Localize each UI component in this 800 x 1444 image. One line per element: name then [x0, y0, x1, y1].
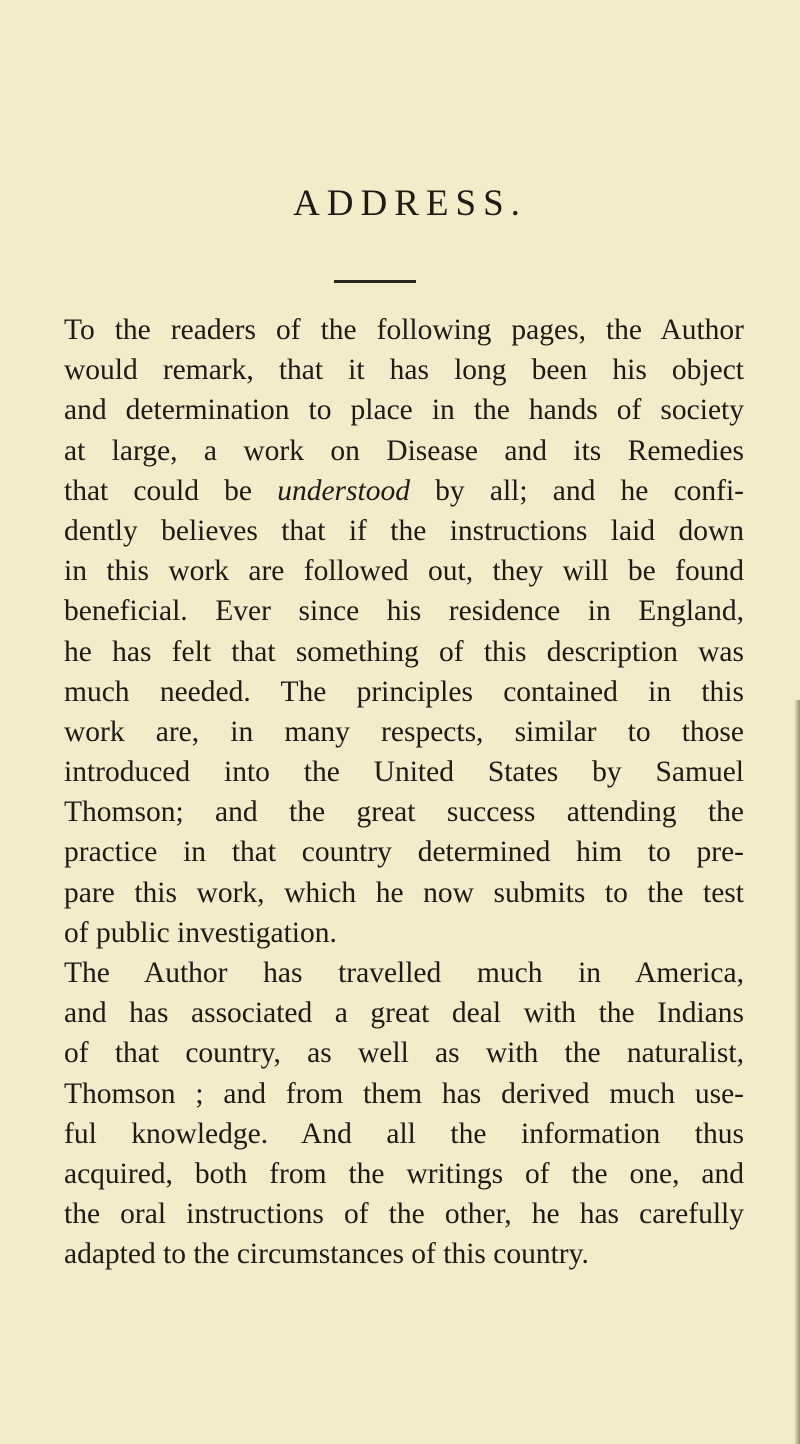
heading-rule [334, 280, 416, 283]
text-line: and determination to place in the hands of society [64, 394, 744, 427]
italic-word: understood [277, 474, 410, 507]
text-run: by all; and he confi- [409, 474, 745, 507]
text-line: the oral instructions of the other, he has carefully [64, 1198, 744, 1231]
text-line: Thomson; and the great success attending the [64, 796, 744, 829]
text-line: To the readers of the following pages, the Author [64, 314, 744, 346]
text-line: would remark, that it has long been his object [64, 354, 744, 387]
text-line: in this work are followed out, they will be found [64, 555, 744, 588]
text-line [64, 471, 744, 511]
text-line: beneficial. Ever since his residence in England, [64, 595, 744, 628]
page-heading: ADDRESS. [293, 183, 527, 224]
text-line: ful knowledge. And all the information thus [64, 1117, 744, 1150]
text-line: Thomson ; and from them has derived much use- [64, 1077, 744, 1110]
text-line: of public investigation. [64, 916, 337, 949]
text-line: practice in that country determined him to pre- [64, 836, 744, 869]
text-line: and has associated a great deal with the Indians [64, 997, 744, 1030]
text-line: of that country, as well as with the naturalist, [64, 1037, 744, 1070]
text-line: much needed. The principles contained in this [64, 675, 744, 708]
page-edge-shadow [794, 700, 800, 1444]
text-line: introduced into the United States by Samuel [64, 756, 744, 789]
text-line: dently believes that if the instructions laid down [64, 514, 744, 547]
text-line: at large, a work on Disease and its Remedies [64, 434, 744, 467]
text-line: adapted to the circumstances of this country. [64, 1238, 589, 1271]
text-line: The Author has travelled much in America, [64, 957, 744, 989]
text-line: acquired, both from the writings of the one, and [64, 1157, 744, 1190]
text-run: that could be [64, 474, 278, 507]
text-line: work are, in many respects, similar to those [64, 715, 744, 748]
address-text [64, 310, 744, 1275]
text-line: he has felt that something of this description was [64, 635, 744, 668]
text-line: pare this work, which he now submits to the test [64, 876, 744, 909]
